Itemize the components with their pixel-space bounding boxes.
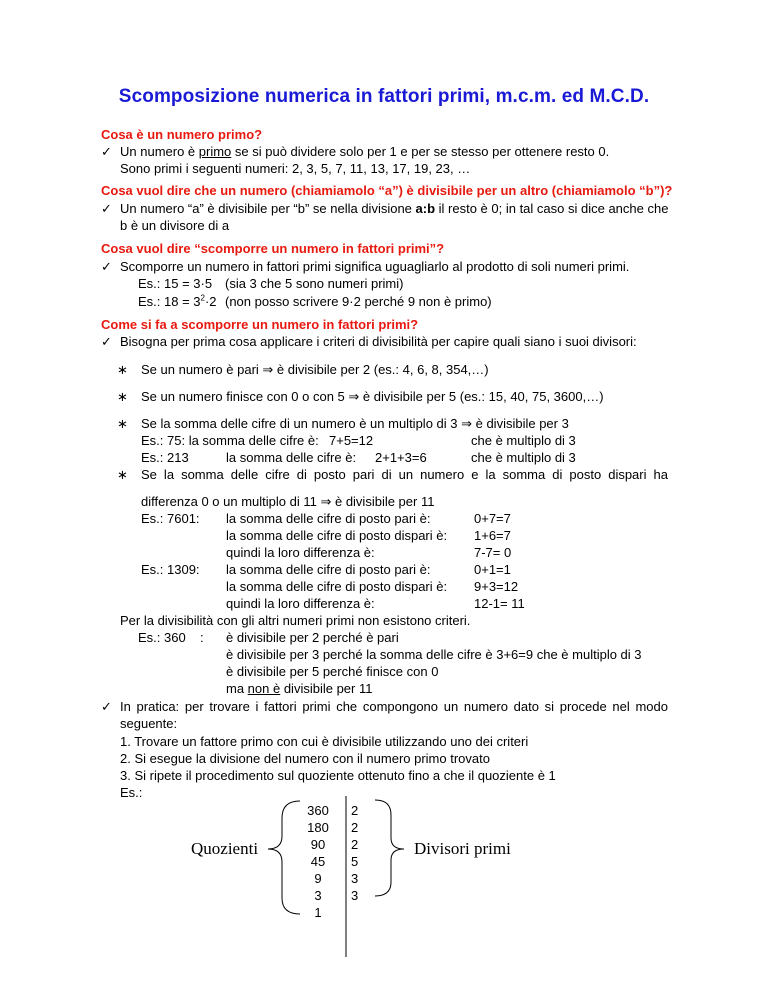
question-divisible: Cosa vuol dire che un numero (chiamiamolo “a”) è divisibile per un altro (chiamiamolo “b”)? [101, 183, 673, 198]
right-brace [375, 800, 404, 896]
div360-by-5: è divisibile per 5 perché finisce con 0 [226, 664, 439, 679]
rule-3-example1-b: 7+5=12 [329, 433, 374, 448]
rule-3-example2-c: 2+1+3=6 [375, 450, 427, 465]
rule-div-11-line1: Se la somma delle cifre di posto pari di un numero e la somma di posto dispari ha [141, 467, 668, 482]
label-sum-even: la somma delle cifre di posto pari è: [226, 562, 431, 577]
value-1309-diff: 12-1= 11 [474, 596, 525, 611]
question-decompose: Cosa vuol dire “scomporre un numero in fattori primi”? [101, 241, 445, 256]
quotient-value: 9 [314, 871, 322, 886]
example-7601: Es.: 7601: [141, 511, 200, 526]
rule-3-example2-a: Es.: 213 [141, 450, 189, 465]
rule-div-3: Se la somma delle cifre di un numero è un multiplo di 3 ⇒ è divisibile per 3 [141, 416, 569, 431]
step-3: 3. Si ripete il procedimento sul quoziente ottenuto fino a che il quoziente è 1 [120, 768, 556, 783]
quotient-value: 3 [314, 888, 322, 903]
div360-by-2: è divisibile per 2 perché è pari [226, 630, 399, 645]
rule-3-example1-c: che è multiplo di 3 [471, 433, 576, 448]
rule-3-example1-a: Es.: 75: la somma delle cifre è: [141, 433, 319, 448]
div360-not-11: ma non è divisibile per 11 [226, 681, 373, 696]
left-brace [268, 801, 300, 914]
answer-divisible-line2: b è un divisore di a [120, 218, 230, 233]
label-difference: quindi la loro differenza è: [226, 596, 375, 611]
answer-prime-line1: Un numero è primo se si può dividere solo per 1 e per se stesso per ottenere resto 0. [120, 144, 610, 159]
divisor-value: 2 [351, 803, 359, 818]
div360-by-3: è divisibile per 3 perché la somma delle cifre è 3+6=9 che è multiplo di 3 [226, 647, 642, 662]
value-7601-even: 0+7=7 [474, 511, 511, 526]
bullet-star-icon: ∗ [117, 467, 128, 482]
practice-line1: In pratica: per trovare i fattori primi che compongono un numero dato si procede nel modo [120, 699, 668, 714]
quotients-column [300, 802, 336, 921]
value-7601-odd: 1+6=7 [474, 528, 511, 543]
label-sum-odd: la somma delle cifre di posto dispari è: [226, 579, 448, 594]
checkmark-icon: ✓ [101, 259, 112, 274]
bullet-star-icon: ∗ [117, 416, 128, 431]
step-2: 2. Si esegue la divisione del numero con il numero primo trovato [120, 751, 490, 766]
rule-div-2: Se un numero è pari ⇒ è divisibile per 2 (es.: 4, 6, 8, 354,…) [141, 362, 489, 377]
answer-divisible-line1: Un numero “a” è divisibile per “b” se nella divisione a:b il resto è 0; in tal caso si dice anche che [120, 201, 669, 216]
example-360: Es.: 360 [138, 630, 186, 645]
label-sum-odd: la somma delle cifre di posto dispari è: [226, 528, 448, 543]
rule-3-example2-b: la somma delle cifre è: [226, 450, 357, 465]
label-sum-even: la somma delle cifre di posto pari è: [226, 511, 431, 526]
practice-line2: seguente: [120, 716, 178, 731]
bullet-star-icon: ∗ [117, 389, 128, 404]
no-criteria-note: Per la divisibilità con gli altri numeri primi non esistono criteri. [120, 613, 471, 628]
example-label: Es.: [120, 785, 143, 800]
answer-prime-line2: Sono primi i seguenti numeri: 2, 3, 5, 7, 11, 13, 17, 19, 23, … [120, 161, 471, 176]
question-prime: Cosa è un numero primo? [101, 127, 263, 142]
quotient-value: 90 [310, 837, 326, 852]
rule-3-example2-d: che è multiplo di 3 [471, 450, 576, 465]
divisor-value: 5 [351, 854, 359, 869]
quotient-value: 45 [310, 854, 326, 869]
page-title: Scomposizione numerica in fattori primi, m.c.m. ed M.C.D. [118, 86, 650, 107]
quotient-value: 1 [314, 905, 322, 920]
step-1: 1. Trovare un fattore primo con cui è divisibile utilizzando uno dei criteri [120, 734, 529, 749]
checkmark-icon: ✓ [101, 699, 112, 714]
bullet-star-icon: ∗ [117, 362, 128, 377]
value-1309-even: 0+1=1 [474, 562, 511, 577]
quotient-value: 360 [307, 803, 329, 818]
example-18: Es.: $18 = 3^2\cdot 2$ [138, 293, 217, 309]
divisor-value: 3 [351, 888, 359, 903]
quotients-label: Quozienti [191, 839, 259, 858]
checkmark-icon: ✓ [101, 334, 112, 349]
divisors-column [351, 802, 371, 904]
example-15-note: (sia 3 che 5 sono numeri primi) [225, 276, 404, 291]
rule-div-5: Se un numero finisce con 0 o con 5 ⇒ è divisibile per 5 (es.: 15, 40, 75, 3600,…) [141, 389, 604, 404]
example-1309: Es.: 1309: [141, 562, 200, 577]
value-1309-odd: 9+3=12 [474, 579, 519, 594]
quotient-value: 180 [307, 820, 329, 835]
divisor-value: 3 [351, 871, 359, 886]
example-15: Es.: 15 = 3·5 [138, 276, 213, 291]
rule-div-11-line2: differenza 0 o un multiplo di 11 ⇒ è divisibile per 11 [141, 494, 435, 509]
divisor-value: 2 [351, 820, 359, 835]
label-difference: quindi la loro differenza è: [226, 545, 375, 560]
checkmark-icon: ✓ [101, 144, 112, 159]
example-360-colon: : [200, 630, 204, 645]
checkmark-icon: ✓ [101, 201, 112, 216]
prime-divisors-label: Divisori primi [414, 839, 511, 858]
divisor-value: 2 [351, 837, 359, 852]
answer-decompose: Scomporre un numero in fattori primi significa uguagliarlo al prodotto di soli numeri primi. [120, 259, 630, 274]
value-7601-diff: 7-7= 0 [474, 545, 512, 560]
answer-how: Bisogna per prima cosa applicare i criteri di divisibilità per capire quali siano i suoi divisori: [120, 334, 637, 349]
example-18-note: (non posso scrivere 9·2 perché 9 non è primo) [225, 294, 492, 309]
question-how: Come si fa a scomporre un numero in fattori primi? [101, 317, 419, 332]
